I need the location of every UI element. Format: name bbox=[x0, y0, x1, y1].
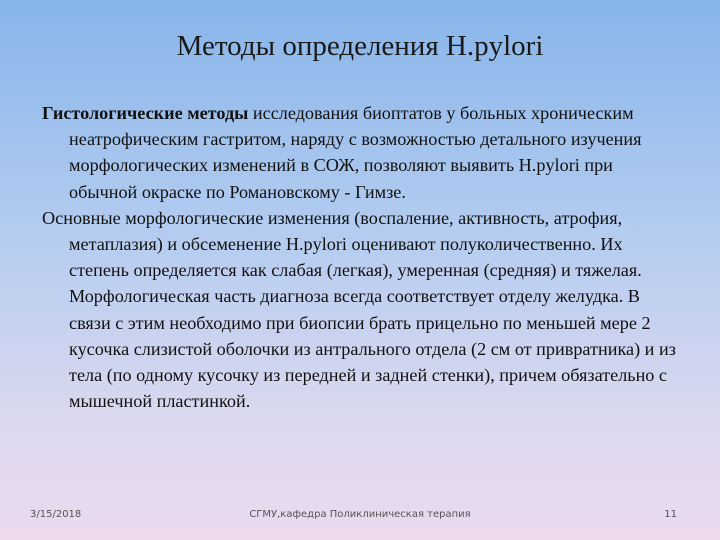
paragraph-histology bbox=[42, 100, 682, 205]
morphology-text: Основные морфологические изменения (воспаление, активность, атрофия, метаплазия) и обсеменение H.pylori оценивают полуколичественно. Их степень определяется как слабая (легкая), умеренная (средняя) и тяжелая. Морфологическая часть диагноза всегда соответствует отделу желудка. В связи с этим необходимо при биопсии брать прицельно по меньшей мере 2 кусочка слизистой оболочки из антрального отдела (2 см от привратника) и из тела (по одному кусочку из передней и задней стенки), причем обязательно с мышечной пластинкой. bbox=[42, 207, 676, 412]
paragraph-morphology bbox=[42, 205, 682, 415]
footer-department: СГМУ,кафедра Поликлиническая терапия bbox=[249, 509, 471, 520]
histology-methods-bold: Гистологические методы bbox=[42, 103, 249, 123]
slide-title: Методы определения H.pylori bbox=[176, 30, 544, 62]
histology-methods-text: исследования биоптатов у больных хроническим неатрофическим гастритом, наряду с возможностью детального изучения морфологических изменений в СОЖ, позволяют выявить H.pylori при обычной окраске по Романовскому - Гимзе. bbox=[69, 103, 642, 202]
footer-date: 3/15/2018 bbox=[30, 509, 82, 520]
slide-body bbox=[42, 100, 682, 414]
footer-page-number: 11 bbox=[664, 509, 677, 520]
